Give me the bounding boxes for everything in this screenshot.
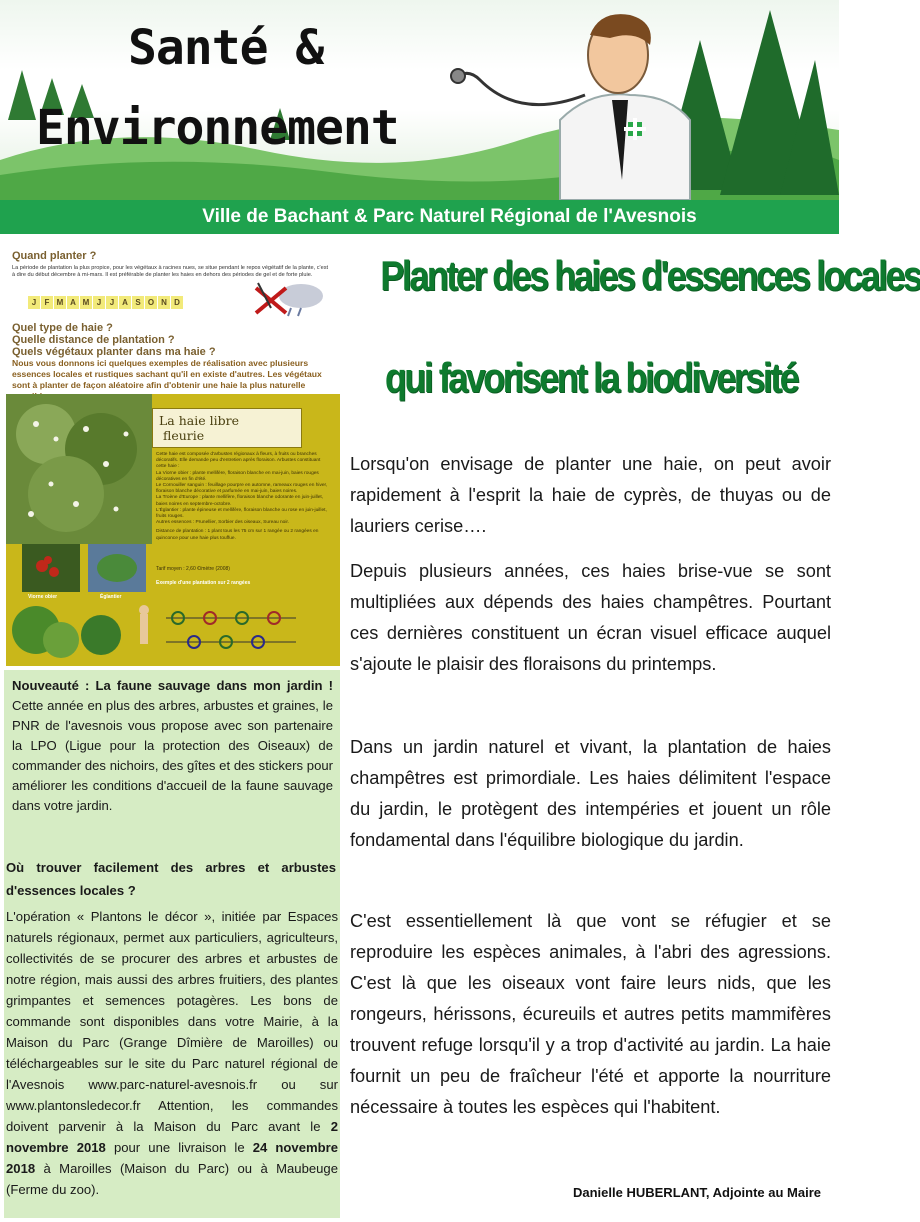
question-plants: Quels végétaux planter dans ma haie ? (12, 346, 216, 358)
article-paragraph-4: C'est essentiellement là que vont se réfugier et se reproduire les espèces animales, à l'abri des agressions. C'est là que les oiseaux vont faire leurs nids, que les rongeurs, hérissons, écureuils et autres petits mammifères trouvent refuge lorsqu'il y a trop d'activité au jardin. La haie fournit un peu de fraîcheur l'été et apporte la nourriture nécessaire à toutes les espèces qui l'habitent. (350, 911, 831, 1117)
haie-distance: Distance de plantation : 1 plant tous les 75 cm sur 1 rangée ou 2 rangées en quinconce pour une haie plus touffue. (156, 529, 319, 541)
signature: Danielle HUBERLANT, Adjointe au Maire (573, 1185, 821, 1200)
haie-title (152, 408, 302, 448)
article-paragraph-1: Lorsqu'on envisage de planter une haie, on peut avoir rapidement à l'esprit la haie de cyprès, de thuyas ou de lauriers cerise…. (350, 454, 831, 536)
news-title: Nouveauté : La faune sauvage dans mon jardin ! (12, 678, 333, 693)
month-cell: O (145, 296, 157, 309)
haie-intro: Cette haie est composée d'arbustes régionaux à fleurs, à fruits ou branches décoratifs. Elle demande peu d'entretien après floraison. Arbustes constituant cette haie : (156, 452, 321, 470)
news-text: Cette année en plus des arbres, arbustes et graines, le PNR de l'avesnois vous propose avec son partenaire la LPO (Ligue pour la protection des Oiseaux) de commander des nichoirs, des gîtes et des stickers pour améliorer les conditions d'accueil de la faune sauvage dans votre jardin. (12, 698, 333, 813)
banner-subtitle: Ville de Bachant & Parc Naturel Régional de l'Avesnois (0, 200, 839, 234)
haie-item: Le Cornouiller sanguin : feuillage pourpre en automne, rameaux rouges en hiver, floraison blanche décorative et parfumée en mai-juin, baies noires. (156, 483, 328, 495)
month-cell: J (93, 296, 105, 309)
no-frost-rain-icon (246, 278, 326, 318)
planting-diagram (6, 590, 340, 666)
where-text-a: L'opération « Plantons le décor », initiée par Espaces naturels régionaux, permet aux particuliers, agriculteurs, collectivités de se procurer des arbres et arbustes de notre région, mais aussi des arbres fruitiers, des plantes grimpantes et semences potagères. Les bons de commande sont disponibles dans votre Mairie, à la Maison du Parc (Grange Dîmière de Maroilles) ou téléchargeables sur le site du Parc naturel régional de l'Avesnois www.parc-naturel-avesnois.fr ou sur www.plantonsledecor.fr Attention, les commandes doivent parvenir à la Maison du Parc avant le (6, 909, 338, 1134)
card-body-text: Nous vous donnons ici quelques exemples de réalisation avec plusieurs essences locales et rustiques sachant qu'il en existe d'autres. Les végétaux sont à planter de façon aléatoire afin d'obtenir une haie la plus naturelle (12, 358, 322, 390)
month-cell: J (106, 296, 118, 309)
month-cell: A (67, 296, 79, 309)
haie-tarif: Tarif moyen : 2,60 €/mètre (2008) (156, 566, 230, 572)
delivery-date: 24 novembre 2018 (6, 1140, 338, 1176)
planting-info-card (6, 238, 340, 390)
haie-title-line2: fleurie (163, 428, 205, 443)
where-text-c: à Maroilles (Maison du Parc) ou à Maubeuge (Ferme du zoo). (6, 1161, 338, 1197)
haie-item: La Viorne obier : plante mellifère, floraison blanche en mai-juin, baies rouges décoratives en fin d'été. (156, 470, 319, 482)
title-line-1: Santé & (128, 20, 324, 76)
header-banner (0, 0, 839, 200)
haie-item: La Troène d'Europe : plante mellifère, floraison blanche odorante en juin-juillet, baies noires en septembre-octobre. (156, 495, 324, 507)
hedge-photo (6, 394, 152, 544)
month-cell: J (28, 296, 40, 309)
headline-line-1: Planter des haies d'essences locales (380, 252, 920, 299)
question-type: Quel type de haie ? (12, 322, 113, 334)
month-cell: M (54, 296, 66, 309)
month-cell: A (119, 296, 131, 309)
haie-example-title: Exemple d'une plantation sur 2 rangées (156, 580, 251, 586)
month-cell: D (171, 296, 183, 309)
month-cell: N (158, 296, 170, 309)
article-paragraph-3: Dans un jardin naturel et vivant, la plantation de haies champêtres est primordiale. Les haies délimitent l'espace du jardin, le protègent des intempéries et jouent un rôle fondamental dans l'équilibre biologique du jardin. (350, 737, 831, 850)
haie-description (156, 452, 332, 542)
haie-item: L'Églantier : plante épineuse et mellifère, floraison blanche ou rose en juin-juillet, fruits rouges. (156, 507, 327, 520)
where-title: Où trouver facilement des arbres et arbustes d'essences locales ? (6, 860, 336, 898)
haie-title-line1: La haie libre (159, 413, 239, 428)
article-paragraph-2: Depuis plusieurs années, ces haies brise-vue se sont multipliées aux dépends des haies champêtres. Pourtant ces dernières constituent un écran visuel efficace auquel s'ajoute le plaisir des floraisons du printemps. (350, 561, 831, 674)
sidebar-green (4, 670, 340, 1218)
month-cell: M (80, 296, 92, 309)
haie-item: Autres essences : Prunellier, Sorbier des oiseaux, Sureau noir. (156, 520, 290, 526)
news-paragraph (12, 676, 333, 816)
photo-label-viorne: Viorne obier (28, 594, 58, 600)
question-when: Quand planter ? (12, 250, 97, 262)
question-when-text: La période de plantation la plus propice, pour les végétaux à racines nues, se situe pendant le repos végétatif de la plante, c'est à dire du début décembre à mi-mars. Il est préférable de planter les haies en dehors des périodes de gel et de forte pluie. (12, 265, 329, 278)
deadline-date: 2 novembre 2018 (6, 1119, 338, 1155)
where-paragraph (6, 906, 338, 1200)
months-strip (28, 296, 183, 309)
month-cell: F (41, 296, 53, 309)
month-cell: S (132, 296, 144, 309)
title-line-2: Environnement (36, 100, 399, 156)
headline-line-2: qui favorisent la biodiversité (384, 354, 798, 401)
haie-libre-panel (6, 394, 340, 666)
question-distance: Quelle distance de plantation ? (12, 334, 175, 346)
photo-label-eglantier: Églantier (100, 594, 122, 600)
where-text-b: pour une livraison le (105, 1140, 253, 1155)
